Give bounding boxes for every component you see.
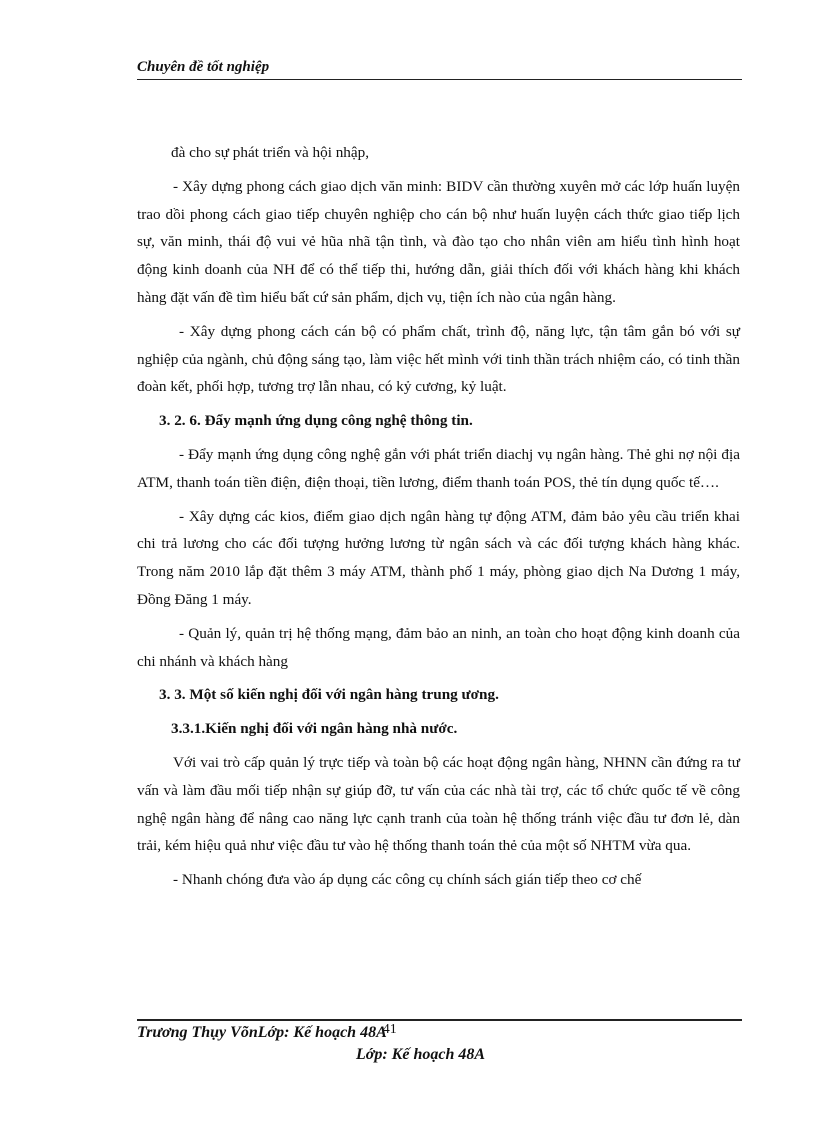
paragraph: Với vai trò cấp quản lý trực tiếp và toàn bộ các hoạt động ngân hàng, NHNN cần đứng ra tư vấn và làm đầu mối tiếp nhận sự giúp đỡ, tư vấn của các nhà tài trợ, các tổ chức quốc tế về công nghệ ngân hàng để nâng cao năng lực cạnh tranh của toàn hệ thống tránh việc đầu tư đơn lẻ, dàn trải, kém hiệu quả như việc đầu tư vào hệ thống thanh toán thẻ của một số NHTM vừa qua. [137, 753, 740, 855]
paragraph: - Đẩy mạnh ứng dụng công nghệ gắn với phát triển diachj vụ ngân hàng. Thẻ ghi nợ nội địa ATM, thanh toán tiền điện, điện thoại, tiền lương, điểm thanh toán POS, thẻ tín dụng quốc tế…. [137, 445, 740, 491]
section-heading: 3. 3. Một số kiến nghị đối với ngân hàng trung ương. [159, 686, 499, 704]
paragraph: - Xây dựng phong cách cán bộ có phẩm chất, trình độ, năng lực, tận tâm gắn bó với sự nghiệp của ngành, chủ động sáng tạo, làm việc hết mình với tinh thần trách nhiệm cáo, có tinh thần đoàn kết, phối hợp, tương trợ lẫn nhau, có kỷ cương, kỷ luật. [137, 322, 740, 396]
footer-author-text: Trương Thụy VõnLớp: Kế hoạch 48A [137, 1024, 387, 1041]
paragraph: - Quản lý, quản trị hệ thống mạng, đảm bảo an ninh, an toàn cho hoạt động kinh doanh của chi nhánh và khách hàng [137, 624, 740, 670]
paragraph: - Nhanh chóng đưa vào áp dụng các công cụ chính sách gián tiếp theo cơ chế [173, 871, 642, 889]
footer-class: Lớp: Kế hoạch 48A [356, 1046, 486, 1063]
section-heading: 3. 2. 6. Đẩy mạnh ứng dụng công nghệ thông tin. [159, 412, 473, 430]
footer-author [137, 1024, 401, 1042]
paragraph: - Xây dựng phong cách giao dịch văn minh: BIDV cần thường xuyên mở các lớp huấn luyện trao dồi phong cách giao tiếp chuyên nghiệp cho cán bộ như huấn luyện cách thức giao tiếp lịch sự, văn minh, thái độ vui vẻ hũa nhã tận tình, và đào tạo cho nhân viên am hiểu tình hình hoạt động kinh doanh của NH để có thể tiếp thi, hướng dẫn, giải thích đối với khách hàng khi khách hàng đặt vấn đề tìm hiểu bất cứ sản phẩm, dịch vụ, tiện ích nào của ngân hàng. [137, 177, 740, 306]
footer-divider [137, 1019, 742, 1021]
subsection-heading: 3.3.1.Kiến nghị đối với ngân hàng nhà nước. [171, 720, 458, 738]
header-title: Chuyên đề tốt nghiệp [137, 59, 270, 75]
page-header [137, 57, 742, 80]
page-number: 41 [382, 1022, 397, 1037]
paragraph: - Xây dựng các kios, điểm giao dịch ngân hàng tự động ATM, đảm bảo yêu cầu triển khai chi trả lương cho các đối tượng hưởng lương từ ngân sách và các đối tượng khách hàng khác. Trong năm 2010 lắp đặt thêm 3 máy ATM, thành phố 1 máy, phòng giao dịch Na Dương 1 máy, Đồng Đăng 1 máy. [137, 507, 740, 608]
paragraph: đà cho sự phát triển và hội nhập, [171, 144, 370, 161]
document-body [137, 139, 740, 900]
